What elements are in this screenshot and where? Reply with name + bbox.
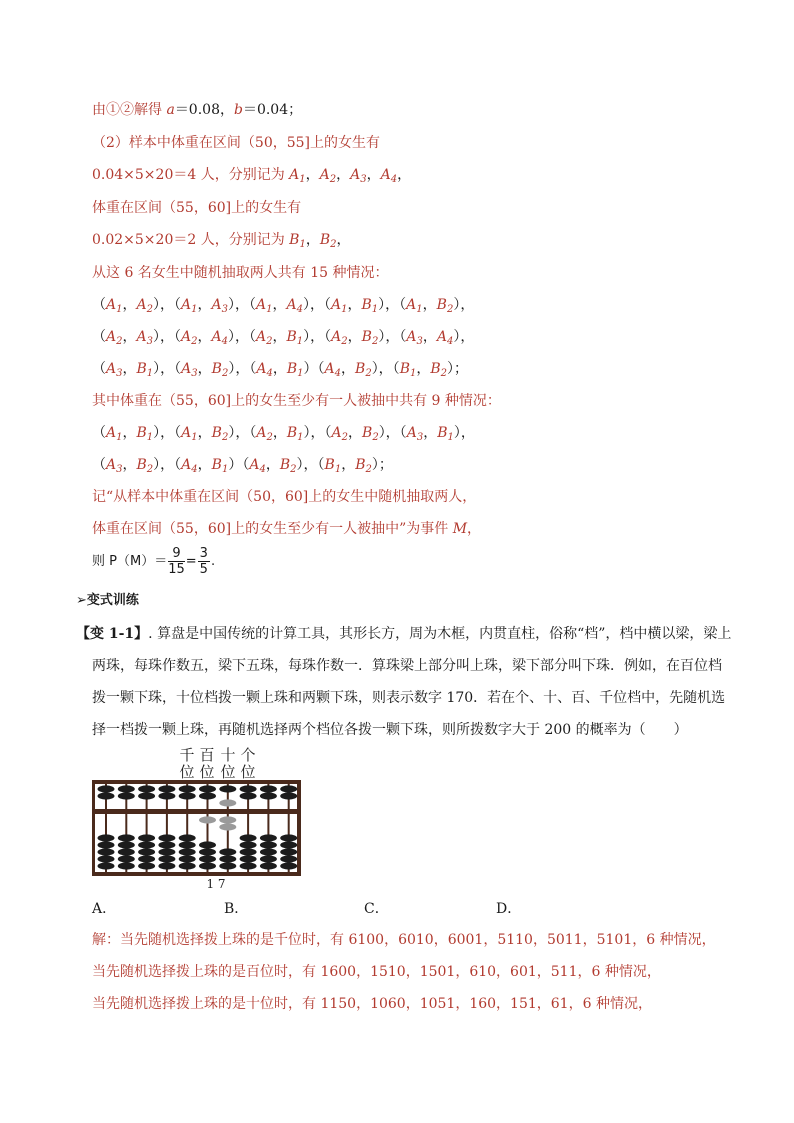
abacus-lower-bead	[219, 816, 236, 823]
abacus-upper-bead	[199, 785, 216, 792]
abacus-rods	[98, 784, 298, 872]
abacus-bottom-label: 1 7	[206, 877, 226, 891]
problem-line-3: 拨一颗下珠，十位档拨一颗上珠和两颗下珠，则表示数字 170．若在个、十、百、千位档中，先随机选	[92, 690, 726, 706]
text-span: 从样本中体重在区间（50，60]上的女生中随机抽取两人，	[113, 489, 477, 505]
label-bai: 百	[199, 746, 215, 764]
solution-line-6: 从这 6 名女生中随机抽取两人共有 15 种情况：	[92, 265, 389, 281]
abacus-lower-bead	[240, 841, 257, 848]
problem-line-2: 两珠，每珠作数五，梁下五珠，每珠作数一．算珠梁上部分叫上珠，梁下部分叫下珠．例如，在百位档	[92, 658, 722, 674]
abacus-lower-bead	[98, 834, 115, 841]
pairs-line-1: （$A_1$，$A_2$），（$A_1$，$A_3$），（$A_1$，$A_4$），（$A_1$，$B_1$），（$A_1$，$B_2$），	[92, 297, 475, 315]
solution-line-5: 0.02×5×20＝2 人，分别记为 $B_1$，$B_2$，	[92, 232, 351, 250]
abacus-lower-bead	[158, 855, 175, 862]
abacus-lower-bead	[98, 848, 115, 855]
text-span: 0.04×5×20＝4 人，分别记为	[92, 167, 290, 183]
problem-tag: 【变 1-1】	[76, 626, 149, 642]
abacus-lower-bead	[280, 841, 297, 848]
solution-line-13	[92, 488, 476, 506]
abacus-lower-bead	[280, 848, 297, 855]
var-A2: $A_2$	[319, 167, 337, 185]
abacus-lower-bead	[199, 841, 216, 848]
abacus-lower-bead	[260, 862, 277, 869]
text-span: 解得	[134, 102, 167, 118]
abacus-upper-bead	[98, 785, 115, 792]
abacus-lower-bead	[179, 841, 196, 848]
abacus-lower-bead	[199, 855, 216, 862]
abacus-lower-bead	[280, 834, 297, 841]
abacus-beam	[95, 809, 297, 814]
abacus-lower-bead	[158, 862, 175, 869]
abacus-lower-bead	[158, 841, 175, 848]
abacus-upper-bead	[179, 792, 196, 799]
abacus-upper-bead	[199, 792, 216, 799]
text-span: ”为事件	[399, 521, 453, 537]
abacus-lower-bead	[138, 862, 155, 869]
abacus-upper-bead	[260, 785, 277, 792]
abacus-lower-bead	[138, 834, 155, 841]
abacus-upper-bead	[240, 785, 257, 792]
abacus-lower-bead	[260, 848, 277, 855]
var-M: M	[452, 521, 468, 537]
pairs-line-3: （$A_3$，$B_1$），（$A_3$，$B_2$），（$A_4$，$B_1)(A_4$，$B_2$），（$B_1$，$B_2$）；	[92, 361, 469, 379]
abacus-lower-bead	[158, 848, 175, 855]
abacus-lower-bead	[260, 841, 277, 848]
abacus-lower-bead	[240, 848, 257, 855]
abacus-lower-bead	[240, 862, 257, 869]
abacus-lower-bead	[219, 848, 236, 855]
abacus-upper-bead	[260, 792, 277, 799]
abacus-upper-bead	[280, 785, 297, 792]
abacus-lower-bead	[199, 848, 216, 855]
problem-line-1	[76, 625, 731, 643]
solution-line-1	[92, 101, 302, 119]
var-a: a	[166, 102, 175, 118]
abacus-upper-bead	[179, 785, 196, 792]
abacus-figure	[92, 744, 302, 894]
answer-line-2: 当先随机选择拨上珠的是百位时，有 1600，1510，1501，610，601，511，6 种情况，	[92, 964, 661, 980]
solution-line-3: 0.04×5×20＝4 人，分别记为 $A_1$，$A_2$，$A_3$，$A_4$，	[92, 167, 412, 185]
abacus-lower-bead	[158, 834, 175, 841]
abacus-lower-bead	[138, 841, 155, 848]
solution-line-2: （2）样本中体重在区间（50，55]上的女生有	[92, 135, 380, 151]
abacus-upper-bead	[158, 785, 175, 792]
text-span: 0.02×5×20＝2 人，分别记为	[92, 232, 290, 248]
answer-line-3: 当先随机选择拨上珠的是十位时，有 1150，1060，1051，160，151，61，6 种情况，	[92, 996, 652, 1012]
solution-line-10: 其中体重在（55，60]上的女生至少有一人被抽中共有 9 种情况：	[92, 393, 501, 409]
label-wei-4: 位	[240, 763, 256, 781]
circled-numbers: ①②	[106, 102, 134, 118]
abacus-lower-bead	[219, 855, 236, 862]
option-c[interactable]: C．	[364, 901, 389, 917]
abacus-lower-bead	[118, 834, 135, 841]
label-ge: 个	[240, 746, 256, 764]
abacus-svg	[92, 744, 302, 894]
var-A1: $A_1$	[289, 167, 306, 185]
abacus-lower-bead	[118, 855, 135, 862]
text-span: ，	[467, 521, 482, 537]
text-span: 体重在区间（55，60]上的女生至少有一人被抽中	[92, 521, 400, 537]
abacus-upper-bead	[118, 792, 135, 799]
solution-line-4: 体重在区间（55，60]上的女生有	[92, 200, 302, 216]
pairs-line-2: （$A_2$，$A_3$），（$A_2$，$A_4$），（$A_2$，$B_1$），（$A_2$，$B_2$），（$A_3$，$A_4$），	[92, 329, 475, 347]
abacus-upper-bead	[280, 792, 297, 799]
abacus-lower-bead	[118, 841, 135, 848]
abacus-lower-bead	[260, 834, 277, 841]
prob-label: 则 P（M）＝	[92, 554, 168, 569]
abacus-lower-bead	[240, 834, 257, 841]
abacus-lower-bead	[280, 855, 297, 862]
text-span: ＝0.08，	[174, 102, 234, 118]
abacus-lower-bead	[199, 816, 216, 823]
abacus-lower-bead	[199, 862, 216, 869]
label-wei-2: 位	[199, 763, 215, 781]
abacus-upper-bead	[138, 792, 155, 799]
var-b: b	[233, 102, 243, 118]
period: .	[210, 554, 216, 569]
pairs-line-4: （$A_1$，$B_1$），（$A_1$，$B_2$），（$A_2$，$B_1$），（$A_2$，$B_2$），（$A_3$，$B_1$），	[92, 425, 475, 443]
option-a[interactable]: A．	[92, 901, 117, 917]
var-A4: $A_4$	[380, 167, 398, 185]
abacus-lower-bead	[179, 855, 196, 862]
problem-line-4: 择一档拨一颗上珠，再随机选择两个档位各拨一颗下珠，则所拨数字大于 200 的概率为（ ）	[92, 722, 688, 738]
text-span: 由	[92, 102, 106, 118]
abacus-upper-bead	[138, 785, 155, 792]
abacus-upper-bead	[219, 799, 236, 806]
abacus-upper-bead	[158, 792, 175, 799]
abacus-lower-bead	[179, 848, 196, 855]
label-wei-1: 位	[179, 763, 195, 781]
abacus-lower-bead	[98, 862, 115, 869]
answer-line-1: 解：当先随机选择拨上珠的是千位时，有 6100，6010，6001，5110，5011，5101，6 种情况，	[92, 932, 716, 948]
abacus-lower-bead	[98, 855, 115, 862]
var-A3: $A_3$	[350, 167, 367, 185]
label-wei-3: 位	[220, 763, 236, 781]
denominator: 5	[199, 562, 208, 577]
text-span: ＝0.04；	[242, 102, 303, 118]
abacus-lower-bead	[118, 862, 135, 869]
option-d[interactable]: D．	[496, 901, 522, 917]
abacus-lower-bead	[219, 862, 236, 869]
label-shi: 十	[220, 746, 236, 764]
abacus-upper-bead	[240, 792, 257, 799]
abacus-upper-bead	[219, 785, 236, 792]
abacus-lower-bead	[240, 855, 257, 862]
var-B2: $B_2$	[319, 232, 337, 250]
text-span: 记“	[92, 489, 114, 505]
denominator: 15	[168, 562, 185, 577]
var-B1: $B_1$	[289, 232, 306, 250]
numerator: 3	[199, 546, 208, 561]
option-b[interactable]: B．	[224, 901, 249, 917]
label-qian: 千	[179, 746, 195, 764]
abacus-lower-bead	[138, 855, 155, 862]
numerator: 9	[168, 546, 185, 562]
fraction-3-5	[198, 546, 210, 577]
section-title: ➢变式训练	[76, 593, 139, 608]
probability-line: 则 P（M）＝ $\frac{9}{15}$ = $\frac{3}{5}$ .	[92, 546, 216, 577]
abacus-lower-bead	[138, 848, 155, 855]
abacus-lower-bead	[219, 823, 236, 830]
solution-line-14	[92, 520, 481, 538]
abacus-lower-bead	[98, 841, 115, 848]
abacus-lower-bead	[280, 862, 297, 869]
abacus-lower-bead	[179, 862, 196, 869]
abacus-upper-bead	[98, 792, 115, 799]
abacus-lower-bead	[179, 834, 196, 841]
abacus-lower-bead	[118, 848, 135, 855]
fraction-9-15	[168, 546, 185, 577]
abacus-lower-bead	[260, 855, 277, 862]
pairs-line-5: （$A_3$，$B_2$），（$A_4$，$B_1)(A_4$，$B_2$），（$B_1$，$B_2$）；	[92, 457, 393, 475]
abacus-upper-bead	[118, 785, 135, 792]
text-span: . 算盘是中国传统的计算工具，其形长方，周为木框，内贯直柱，俗称“档”，档中横以梁，梁上	[148, 626, 732, 642]
